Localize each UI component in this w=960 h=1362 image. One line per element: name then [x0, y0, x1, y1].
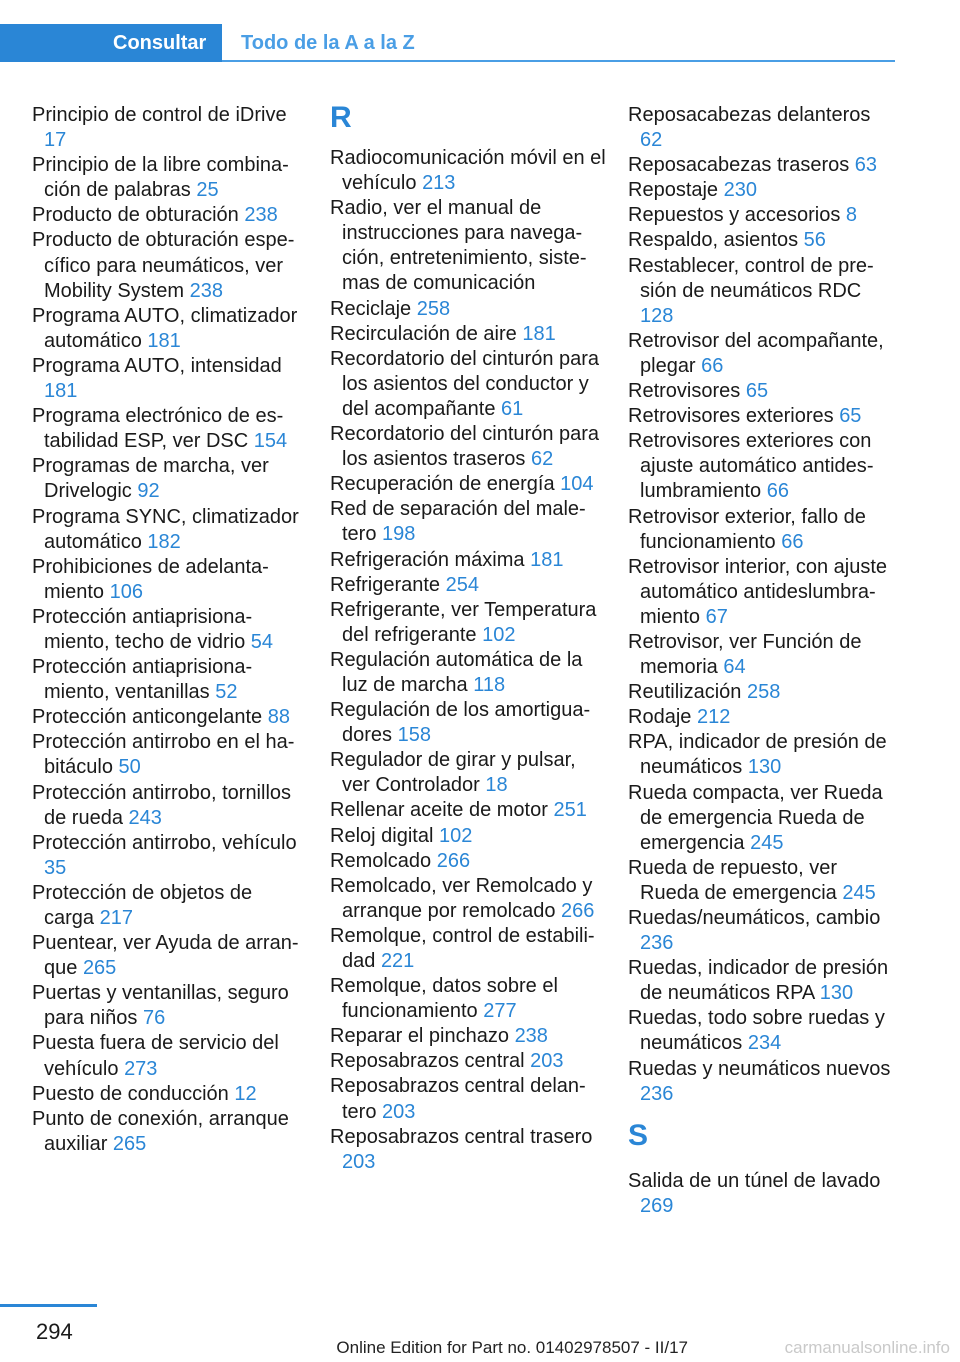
- entry-text: Protección antiaprisionamiento, techo de vidrio: [32, 605, 253, 653]
- entry-text: Retrovisores exteriores: [628, 405, 834, 428]
- page-link[interactable]: 266: [561, 899, 595, 922]
- entry-text: Puesta fuera de servicio del vehículo: [32, 1032, 279, 1080]
- index-entry: [330, 472, 608, 497]
- page-link[interactable]: 66: [781, 530, 804, 553]
- section-letter: S: [628, 1118, 649, 1152]
- page-link[interactable]: 181: [530, 548, 564, 571]
- index-entry: [32, 203, 304, 228]
- index-entry: [330, 1024, 608, 1049]
- tab-consultar[interactable]: Consultar: [0, 24, 222, 62]
- page-link[interactable]: 238: [514, 1025, 548, 1048]
- index-entry: [330, 196, 608, 296]
- page-link[interactable]: 203: [342, 1150, 376, 1173]
- index-column-3: [628, 103, 898, 1219]
- index-entry: [32, 605, 304, 655]
- entry-text: Refrigerante: [330, 573, 441, 596]
- entry-text: Principio de control de iDrive: [32, 104, 287, 126]
- page-link[interactable]: 265: [112, 1132, 147, 1155]
- entry-text: Retrovisor del acompañante, plegar: [628, 329, 884, 377]
- entry-text: Regulador de girar y pulsar, ver Controlador: [330, 749, 576, 797]
- page-link[interactable]: 269: [640, 1194, 674, 1217]
- entry-text: Retrovisores exteriores con ajuste automático antideslumbramiento: [628, 430, 874, 503]
- page-link[interactable]: 236: [640, 1082, 674, 1105]
- entry-text: Reparar el pinchazo: [330, 1025, 509, 1048]
- page-link[interactable]: 17: [44, 129, 67, 152]
- index-entry: [330, 648, 608, 698]
- index-entry: [330, 598, 608, 648]
- entry-text: Retrovisor interior, con ajuste automático antideslumbramiento: [628, 555, 888, 628]
- page-link[interactable]: 198: [382, 523, 416, 546]
- entry-text: Rueda de repuesto, ver Rueda de emergencia: [628, 856, 838, 904]
- page-link[interactable]: 65: [839, 405, 862, 428]
- index-entry: [32, 730, 304, 780]
- entry-text: Prohibiciones de adelantamiento: [32, 555, 269, 603]
- entry-text: Rueda compacta, ver Rueda de emergencia Rueda de emergencia: [628, 781, 883, 854]
- index-entry: [32, 103, 304, 153]
- index-entry: [32, 1107, 304, 1157]
- page-link[interactable]: 245: [842, 881, 876, 904]
- entry-text: Recirculación de aire: [330, 322, 517, 345]
- entry-text: Regulación de los amortiguadores: [330, 699, 591, 747]
- page-link[interactable]: 158: [397, 724, 431, 747]
- index-entry: [32, 831, 304, 881]
- page-link[interactable]: 130: [819, 982, 854, 1005]
- page-link[interactable]: 238: [244, 204, 278, 227]
- page-link[interactable]: 236: [640, 932, 674, 955]
- index-entry: [628, 103, 898, 153]
- entry-text: Punto de conexión, arranque auxiliar: [32, 1107, 289, 1155]
- footer-rule: [0, 1304, 97, 1307]
- page-link[interactable]: 35: [44, 856, 67, 879]
- tab-todo-a-z[interactable]: Todo de la A a la Z: [241, 32, 415, 54]
- page-link[interactable]: 221: [380, 950, 415, 972]
- entry-text: Puentear, ver Ayuda de arranque: [32, 932, 299, 980]
- page-link[interactable]: 8: [845, 204, 858, 227]
- index-entry: [330, 422, 608, 472]
- index-entry: [330, 322, 608, 347]
- entry-text: Remolque, datos sobre el funcionamiento: [330, 975, 558, 1023]
- entry-text: Rodaje: [628, 706, 692, 729]
- entry-text: Producto de obturación específico para neumáticos, ver Mobility System: [32, 229, 295, 302]
- entry-text: Reutilización: [628, 681, 742, 704]
- index-entry: [330, 347, 608, 422]
- page-link[interactable]: 181: [44, 380, 78, 403]
- index-entry: [628, 781, 898, 856]
- page-link[interactable]: 230: [723, 179, 757, 202]
- index-column-2: [330, 103, 608, 1175]
- index-column-1: [32, 103, 304, 1157]
- index-entry: [330, 874, 608, 924]
- entry-text: Ruedas, indicador de presión de neumáticos RPA: [628, 957, 889, 1005]
- entry-text: Radiocomunicación móvil en el vehículo: [330, 147, 606, 195]
- entry-text: Retrovisor, ver Función de memoria: [628, 630, 862, 679]
- page-link[interactable]: 217: [99, 907, 133, 929]
- page-link[interactable]: 181: [522, 322, 556, 345]
- entry-text: Producto de obturación: [32, 204, 239, 227]
- tab-underline: [222, 60, 895, 62]
- entry-text: Retrovisor exterior, fallo de funcionamiento: [628, 505, 866, 553]
- index-entry: [32, 304, 304, 354]
- entry-text: Puesto de conducción: [32, 1082, 229, 1105]
- page-link[interactable]: 213: [422, 172, 456, 195]
- entry-text: Recuperación de energía: [330, 473, 555, 496]
- index-entry: [628, 404, 898, 429]
- index-entry: [32, 1031, 304, 1081]
- page-link[interactable]: 258: [746, 681, 781, 704]
- page-link[interactable]: 102: [482, 623, 516, 646]
- entry-text: Principio de la libre combinación de palabras: [32, 154, 289, 202]
- entry-text: Protección anticongelante: [32, 706, 263, 729]
- index-entry: [628, 379, 898, 404]
- page-link[interactable]: 52: [215, 681, 238, 704]
- entry-text: Protección antirrobo, vehículo: [32, 831, 297, 854]
- entry-text: Reloj digital: [330, 824, 434, 847]
- page-link[interactable]: 128: [640, 304, 674, 327]
- entry-text: Remolque, control de estabilidad: [330, 924, 595, 972]
- index-entry: [330, 297, 608, 322]
- page-link[interactable]: 62: [530, 448, 554, 471]
- section-letter: R: [330, 101, 352, 134]
- page-link[interactable]: 76: [142, 1007, 166, 1030]
- entry-text: Puertas y ventanillas, seguro para niños: [32, 982, 289, 1030]
- index-entry: [330, 798, 608, 823]
- index-entry: [32, 981, 304, 1031]
- entry-text: Reposabrazos central delantero: [330, 1075, 586, 1123]
- index-entry: [330, 548, 608, 573]
- page-link[interactable]: 104: [560, 473, 594, 496]
- index-entry: [32, 931, 304, 981]
- entry-text: Refrigeración máxima: [330, 548, 525, 571]
- entry-text: Protección antiaprisionamiento, ventanillas: [32, 656, 253, 704]
- index-entry: [628, 680, 898, 705]
- page-link[interactable]: 66: [701, 354, 724, 377]
- index-entry: [628, 505, 898, 555]
- page-link[interactable]: 12: [234, 1082, 257, 1105]
- page-link[interactable]: 18: [485, 774, 508, 797]
- entry-text: Remolcado, ver Remolcado y arranque por remolcado: [330, 874, 593, 922]
- index-entry: [628, 956, 898, 1006]
- page-link[interactable]: 203: [530, 1050, 564, 1073]
- page-link[interactable]: 56: [803, 229, 826, 252]
- index-entry: [330, 573, 608, 598]
- page-link[interactable]: 238: [189, 279, 223, 302]
- index-entry: [628, 856, 898, 906]
- index-entry: [330, 1074, 608, 1124]
- page-link[interactable]: 66: [766, 480, 789, 503]
- index-entry: [628, 1057, 898, 1107]
- page-link[interactable]: 130: [747, 756, 782, 779]
- page-link[interactable]: 273: [124, 1057, 158, 1080]
- entry-text: Repuestos y accesorios: [628, 204, 841, 227]
- index-entry: [628, 228, 898, 253]
- page-link[interactable]: 106: [109, 580, 143, 603]
- index-entry: [628, 329, 898, 379]
- page-link[interactable]: 243: [128, 806, 162, 829]
- entry-text: Programas de marcha, ver Drivelogic: [32, 455, 269, 503]
- index-entry: [628, 153, 898, 178]
- index-entry: [330, 698, 608, 748]
- index-entry: [628, 730, 898, 780]
- index-entry: [330, 1049, 608, 1074]
- index-entry: [330, 924, 608, 974]
- index-entry: [330, 1125, 608, 1175]
- index-entry: [330, 849, 608, 874]
- page-link[interactable]: 61: [501, 397, 524, 420]
- page-link[interactable]: 92: [137, 480, 160, 503]
- entry-text: Ruedas/neumáticos, cambio: [628, 907, 881, 929]
- entry-text: Protección antirrobo en el habitáculo: [32, 731, 295, 779]
- index-entry: [628, 203, 898, 228]
- page-link[interactable]: 88: [267, 706, 290, 729]
- entry-text: Reposacabezas traseros: [628, 154, 850, 177]
- index-entry: [330, 974, 608, 1024]
- index-entry: [330, 146, 608, 196]
- page-link[interactable]: 118: [473, 673, 506, 696]
- header-bar: [0, 0, 960, 62]
- index-entry: [32, 505, 304, 555]
- index-entry: [628, 1169, 898, 1219]
- entry-text: Radio, ver el manual de instrucciones para navegación, entretenimiento, sistemas de comunicación: [330, 197, 587, 295]
- index-entry: [628, 555, 898, 630]
- entry-text: Reposacabezas delanteros: [628, 104, 871, 126]
- page-number: 294: [36, 1319, 73, 1344]
- entry-text: Ruedas, todo sobre ruedas y neumáticos: [628, 1007, 885, 1055]
- index-entry: [32, 1082, 304, 1107]
- page-link[interactable]: 254: [445, 573, 479, 596]
- page-link[interactable]: 102: [438, 824, 473, 847]
- entry-text: Protección antirrobo, tornillos de rueda: [32, 781, 292, 829]
- index-entry: [628, 906, 898, 956]
- edition-text: Online Edition for Part no. 01402978507 - II/17: [336, 1338, 688, 1357]
- entry-text: Programa AUTO, climatizador automático: [32, 304, 298, 352]
- index-entry: [330, 748, 608, 798]
- index-entry: [32, 781, 304, 831]
- index-entry: [32, 454, 304, 504]
- page-link[interactable]: 25: [196, 179, 219, 202]
- page-link[interactable]: 266: [436, 849, 471, 872]
- entry-text: Recordatorio del cinturón para los asientos traseros: [330, 423, 600, 471]
- index-entry: [32, 655, 304, 705]
- page-link[interactable]: 212: [696, 706, 731, 729]
- page-link[interactable]: 54: [250, 630, 274, 653]
- watermark: carmanualsonline.info: [784, 1338, 950, 1357]
- entry-text: Retrovisores: [628, 380, 741, 403]
- entry-text: Programa SYNC, climatizador automático: [32, 505, 299, 553]
- entry-text: Protección de objetos de carga: [32, 881, 253, 929]
- page-link[interactable]: 64: [723, 656, 746, 679]
- entry-text: Programa electrónico de estabilidad ESP, ver DSC: [32, 405, 284, 453]
- page-link[interactable]: 251: [553, 799, 587, 822]
- index-entry: [32, 404, 304, 454]
- index-entry: [628, 1006, 898, 1056]
- index-entry: [628, 254, 898, 329]
- page-link[interactable]: 234: [747, 1032, 782, 1055]
- entry-text: RPA, indicador de presión de neumáticos: [628, 731, 887, 779]
- page-link[interactable]: 203: [382, 1100, 416, 1123]
- entry-text: Rellenar aceite de motor: [330, 799, 548, 822]
- index-entry: [32, 354, 304, 404]
- entry-text: Remolcado: [330, 849, 432, 872]
- page-link[interactable]: 265: [82, 957, 117, 980]
- index-entry: [330, 497, 608, 547]
- entry-text: Reposabrazos central trasero: [330, 1125, 593, 1148]
- entry-text: Programa AUTO, intensidad: [32, 354, 282, 377]
- index-entry: [32, 881, 304, 931]
- page-link[interactable]: 50: [118, 756, 141, 779]
- page-link[interactable]: 63: [854, 154, 878, 177]
- entry-text: Red de separación del maletero: [330, 498, 586, 546]
- page-link[interactable]: 67: [705, 605, 728, 628]
- index-entry: [32, 705, 304, 730]
- entry-text: Refrigerante, ver Temperatura del refrigerante: [330, 598, 597, 646]
- page-link[interactable]: 154: [253, 430, 288, 453]
- index-entry: [330, 824, 608, 849]
- entry-text: Reposabrazos central: [330, 1050, 525, 1073]
- entry-text: Salida de un túnel de lavado: [628, 1169, 881, 1192]
- page-link[interactable]: 277: [483, 1000, 517, 1023]
- entry-text: Recordatorio del cinturón para los asientos del conductor y del acompañante: [330, 347, 600, 420]
- index-entry: [628, 630, 898, 680]
- index-entry: [628, 178, 898, 203]
- entry-text: Respaldo, asientos: [628, 229, 799, 252]
- entry-text: Repostaje: [628, 179, 719, 202]
- page-link[interactable]: 65: [745, 380, 769, 403]
- index-entry: [32, 555, 304, 605]
- page-link[interactable]: 245: [750, 831, 784, 854]
- page-link[interactable]: 62: [640, 129, 663, 152]
- index-entry: [628, 429, 898, 504]
- index-entry: [628, 705, 898, 730]
- entry-text: Regulación automática de la luz de marcha: [330, 648, 583, 696]
- page-link[interactable]: 182: [147, 530, 181, 553]
- entry-text: Restablecer, control de presión de neumáticos RDC: [628, 254, 874, 302]
- index-entry: [32, 228, 304, 303]
- index-entry: [32, 153, 304, 203]
- entry-text: Reciclaje: [330, 297, 412, 320]
- page-link[interactable]: 181: [147, 329, 181, 352]
- entry-text: Ruedas y neumáticos nuevos: [628, 1057, 891, 1080]
- page-link[interactable]: 258: [416, 297, 451, 320]
